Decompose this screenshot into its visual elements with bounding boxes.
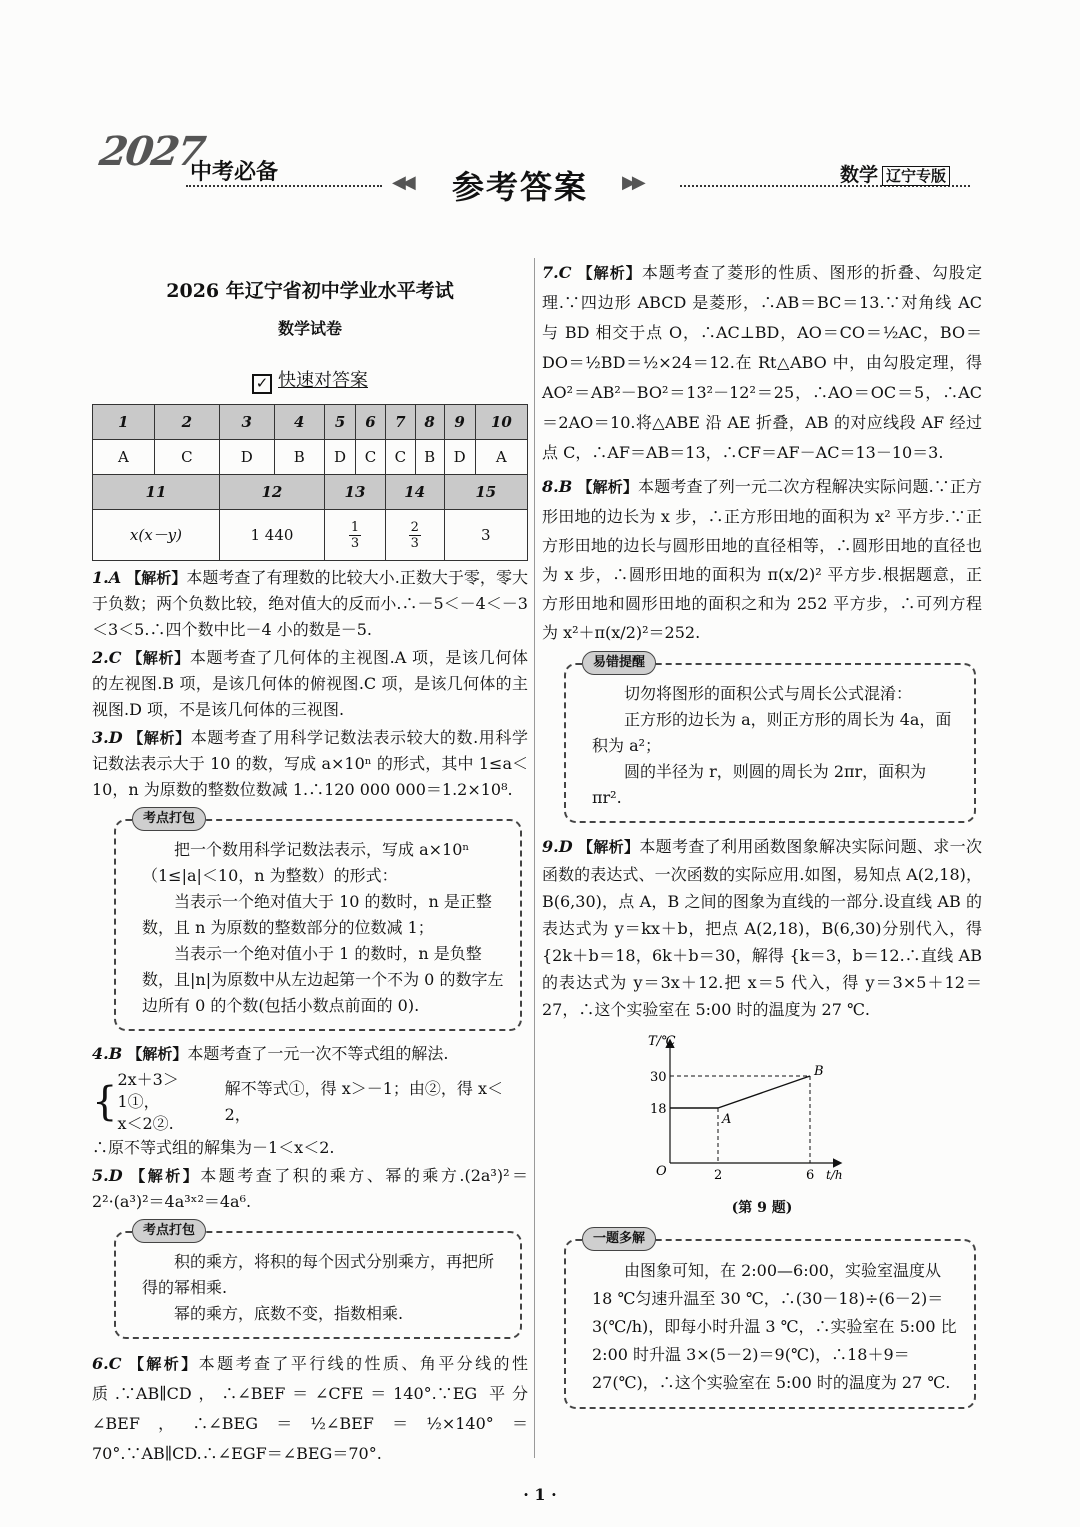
answer-num: 3 [219, 405, 274, 440]
point-a-label: A [722, 1112, 732, 1127]
point-b-label: B [814, 1064, 824, 1079]
brace-icon: { [92, 1079, 118, 1125]
answer-table [92, 404, 528, 561]
y-axis-label: T/℃ [648, 1034, 676, 1049]
answer-value: D [324, 440, 355, 475]
answer-value: A [475, 440, 527, 475]
solution-q7: 7.C 【解析】本题考查了菱形的性质、图形的折叠、勾股定理.∵四边形 ABCD 是菱形，∴AB＝BC＝13.∵对角线 AC 与 BD 相交于点 O，∴AC⊥BD，AO＝CO＝½AC，BO＝DO＝½BD＝½×24＝12.在 Rt△ABO 中，由勾股定理，得 AO²＝AB²－BO²＝13²－12²＝25，∴AO＝OC＝5，∴AC＝2AO＝10.将△ABE 沿 AE 折叠，AB 的对应线段 AF 经过点 C，∴AF＝AB＝13，∴CF＝AF－AC＝13－10＝3. [542, 263, 982, 462]
page-header [0, 0, 1080, 230]
answer-value: D [444, 440, 475, 475]
series-title: 中考必备 [190, 160, 279, 185]
answer-value [324, 510, 385, 561]
solution-q3: 3.D 【解析】本题考查了用科学记数法表示较大的数.用科学记数法表示大于 10 的数，写成 a×10ⁿ 的形式，其中 1≤a＜10，n 为原数的整数位数减 1.∴120 000 000＝1.2×10⁸. [92, 728, 528, 799]
box-tag: 考点打包 [132, 1219, 206, 1243]
answer-num: 4 [274, 405, 324, 440]
answer-num: 14 [385, 475, 444, 510]
solution-q9: 9.D 【解析】本题考查了利用函数图象解决实际问题、求一次函数的表达式、一次函数的实际应用.如图，易知点 A(2,18)，B(6,30)，点 A，B 之间的图象为直线的一部分.设直线 AB 的表达式为 y＝kx＋b，把点 A(2,18)，B(6,30)分别代入，得 {2k＋b＝18，6k＋b＝30，解得 {k＝3，b＝12.∴直线 AB 的表达式为 y＝3x＋12.把 x＝5 代入，得 y＝3×5＋12＝27，∴这个实验室在 5:00 时的温度为 27 ℃. [542, 837, 982, 1019]
box-text: 当表示一个绝对值小于 1 的数时，n 是负整数，且|n|为原数中从左边起第一个不为 0 的数字左边所有 0 的个数(包括小数点前面的 0). [142, 944, 504, 1015]
header-rule-left [186, 185, 382, 187]
left-arrows-icon: ◀◀ [392, 172, 412, 193]
multiple-solutions-box [564, 1231, 976, 1409]
page-number: · 1 · [523, 1485, 557, 1504]
box-text: 把一个数用科学记数法表示，写成 a×10ⁿ（1≤|a|＜10，n 为整数）的形式： [142, 840, 470, 885]
box-tag: 一题多解 [582, 1227, 656, 1251]
right-arrows-icon: ▶▶ [622, 172, 642, 193]
knowledge-box-1 [114, 811, 522, 1031]
solution-q5: 5.D 【解析】本题考查了积的乘方、幂的乘方.(2a³)²＝2²·(a³)²＝4a³ˣ²＝4a⁶. [92, 1166, 528, 1211]
answer-value: A [93, 440, 155, 475]
year-logo: 2027 [96, 128, 207, 175]
subject-name: 数学 [840, 164, 879, 186]
equation-line: 2x＋3＞1①， [117, 1070, 179, 1111]
solution-q4: 4.B 【解析】本题考查了一元一次不等式组的解法. [92, 1044, 449, 1063]
answer-value: C [154, 440, 219, 475]
box-text: 正方形的边长为 a，则正方形的周长为 4a，面积为 a²； [592, 710, 952, 755]
answer-num: 15 [444, 475, 527, 510]
answer-num: 10 [475, 405, 527, 440]
answer-num: 11 [93, 475, 220, 510]
answer-value: 1 440 [219, 510, 324, 561]
answer-num: 13 [324, 475, 385, 510]
subject-label [840, 160, 950, 187]
box-text: 幂的乘方，底数不变，指数相乘. [174, 1304, 404, 1323]
quick-answers-label: 快速对答案 [278, 370, 368, 391]
answer-num: 6 [356, 405, 386, 440]
solution-q2: 2.C 【解析】本题考查了几何体的主视图.A 项，是该几何体的左视图.B 项，是该几何体的俯视图.C 项，是该几何体的主视图.D 项，不是该几何体的三视图. [92, 648, 528, 719]
segment-ab [718, 1076, 810, 1108]
answer-num: 5 [324, 405, 355, 440]
answer-row-values-1 [93, 440, 528, 475]
answer-value: C [385, 440, 415, 475]
x-tick-label: 6 [806, 1168, 815, 1183]
exam-title: 2026 年辽宁省初中学业水平考试 [166, 280, 454, 302]
answer-num: 9 [444, 405, 475, 440]
y-tick-label: 18 [650, 1102, 667, 1117]
box-text: 切勿将图形的面积公式与周长公式混淆： [624, 684, 913, 703]
answer-num: 12 [219, 475, 324, 510]
answer-num: 8 [415, 405, 444, 440]
edition-label: 辽宁专版 [882, 166, 950, 186]
q4-continued: 解不等式①，得 x＞－1；由②，得 x＜2， [224, 1079, 504, 1124]
banner-title: 参考答案 [452, 168, 589, 206]
y-tick-label: 30 [650, 1070, 667, 1085]
x-tick-label: 2 [714, 1168, 723, 1183]
fraction: $\frac{2}{3}$ [410, 519, 419, 551]
answer-value: B [274, 440, 324, 475]
right-column [542, 258, 982, 1419]
answer-row-numbers-1 [93, 405, 528, 440]
answer-row-numbers-2 [93, 475, 528, 510]
answer-num: 1 [93, 405, 155, 440]
solution-q8: 8.B 【解析】本题考查了列一元二次方程解决实际问题.∵正方形田地的边长为 x 步，∴正方形田地的面积为 x² 平方步.∵正方形田地的边长与圆形田地的直径相等，∴圆形田地的直径也为 x 步，∴圆形田地的面积为 π(x/2)² 平方步.根据题意，正方形田地和圆形田地的面积之和为 252 平方步，∴可列方程为 x²＋π(x/2)²＝252. [542, 477, 982, 642]
q4-system [92, 1069, 528, 1135]
column-divider [534, 258, 535, 1458]
box-text: 当表示一个绝对值大于 10 的数时，n 是正整数，且 n 为原数的整数部分的位数减 1； [142, 892, 492, 937]
quick-answers-heading [92, 368, 528, 394]
answer-value: 3 [444, 510, 527, 561]
x-axis-label: t/h [826, 1168, 843, 1182]
answer-value: D [219, 440, 274, 475]
origin-label: O [656, 1164, 667, 1179]
box-text: 由图象可知，在 2:00—6:00，实验室温度从 18 ℃匀速升温至 30 ℃，∴(30－18)÷(6－2)＝3(℃/h)，即每小时升温 3 ℃，∴实验室在 5:00 比 2:00 时升温 3×(5－2)＝9(℃)，∴18＋9＝27(℃)，∴这个实验室在 5:00 时的温度为 27 ℃. [592, 1261, 957, 1392]
answer-value [385, 510, 444, 561]
mistake-alert-box [564, 655, 976, 823]
box-text: 积的乘方，将积的每个因式分别乘方，再把所得的幂相乘. [142, 1252, 495, 1297]
solution-q1: 1.A 【解析】本题考查了有理数的比较大小.正数大于零，零大于负数；两个负数比较，绝对值大的反而小.∴－5＜－4＜－3＜3＜5.∴四个数中比－4 小的数是－5. [92, 568, 528, 639]
solution-q6: 6.C 【解析】本题考查了平行线的性质、角平分线的性质.∵AB∥CD，∴∠BEF＝∠CFE＝140°.∵EG 平分∠BEF，∴∠BEG＝½∠BEF＝½×140°＝70°.∵AB∥CD.∴∠EGF＝∠BEG＝70°. [92, 1354, 528, 1463]
box-tag: 考点打包 [132, 807, 206, 831]
checkbox-icon: ✓ [252, 374, 272, 394]
answer-num: 2 [154, 405, 219, 440]
knowledge-box-2 [114, 1223, 522, 1339]
q4-conclusion: ∴原不等式组的解集为－1＜x＜2. [92, 1138, 335, 1157]
left-column [92, 276, 528, 1471]
box-tag: 易错提醒 [582, 651, 656, 675]
answer-value: x(x－y) [93, 510, 220, 561]
graph-caption: (第 9 题) [731, 1200, 793, 1216]
answer-value: B [415, 440, 444, 475]
temperature-graph [630, 1033, 850, 1183]
box-text: 圆的半径为 r，则圆的周长为 2πr，面积为 πr². [592, 762, 927, 807]
answer-row-values-2 [93, 510, 528, 561]
fraction: $\frac{1}{3}$ [350, 519, 360, 551]
answer-value: C [356, 440, 386, 475]
equation-line: x＜2②. [117, 1114, 174, 1133]
answer-num: 7 [385, 405, 415, 440]
exam-subtitle: 数学试卷 [277, 319, 342, 338]
